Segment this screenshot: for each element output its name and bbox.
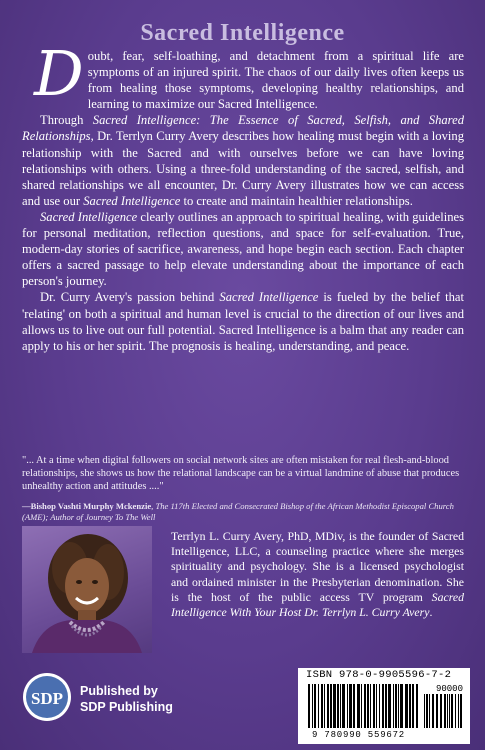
paragraph-3 [22,209,464,289]
paragraph-1-text: oubt, fear, self-loathing, and detachment from a spiritual life are symptoms of an injured spirit. The chaos of our daily lives often keeps us from healing those symptoms, developing healthy relationships, and learning to maximize our Sacred Intelligence. [87,49,464,112]
publisher-name: SDP Publishing [80,700,173,714]
sdp-logo-icon [22,672,72,722]
p2-text-b: , Dr. Terrlyn Curry Avery describes how healing must begin with a loving relationship with the Sacred and with ourselves before we can have loving relationships with others. Using a three-fold understanding of the sacred, selfish, and shared relationships we all encounter, Dr. Curry Avery illustrates how we can access and use our [22,129,464,208]
p2-text-c: to create and maintain healthier relationships. [180,193,413,208]
p4-text-b: is fueled by the belief that 'relating' on both a spiritual and human level is crucial to the direction of our lives and allows us to live out our full potential. Sacred Intelligence is a balm that any reader can apply to his or her spirit. The prognosis is healing, understanding, and peace. [22,290,464,353]
price-code: 90000 [435,684,463,694]
p2-book-title: Sacred Intelligence: The Essence of Sacred, Selfish, and Shared Relationships [22,113,464,144]
isbn-number: ISBN 978-0-9905596-7-2 [306,669,452,681]
publisher-credit [80,683,173,715]
drop-cap: D [34,37,84,110]
p3-text: clearly outlines an approach to spiritual healing, with guidelines for personal meditation, reflection questions, and space for self-evaluation. True, modern-day stories of sacrifice, awareness, and hope begin each section. Each chapter offers a sacred passage to help elevate understanding about the importance of each person's journey. [22,209,464,289]
author-portrait-illustration [22,526,152,653]
paragraph-4 [22,289,464,353]
paragraph-1 [22,37,464,112]
publisher-logo [22,672,72,722]
bio-end: . [429,605,433,620]
endorsement-quote: "... At a time when digital followers on social network sites are often mistaken for real flesh-and-blood relationships, she shows us how the relational landscape can be a virtual landmine of abuse that produces unhealthy action and attitudes ...." [22,455,460,492]
paragraph-2 [22,112,464,209]
p2-text-a: Through [40,113,93,128]
author-photo [22,526,152,653]
description [22,37,464,354]
book-title: Sacred Intelligence [140,20,345,46]
p2-book-title-2: Sacred Intelligence [83,193,181,208]
p4-book-title: Sacred Intelligence [219,290,319,305]
barcode-digits: 9 780990 559672 [312,730,406,740]
endorser-credentials: , The 117th Elected and Consecrated Bishop of the African Methodist Episcopal Church (AME); Author of Journey To The Well [22,501,454,522]
p4-text-a: Dr. Curry Avery's passion behind [40,290,220,305]
endorser-name: —Bishop Vashti Murphy Mckenzie [22,501,152,511]
endorsement-attribution [22,501,464,523]
bio-text: Terrlyn L. Curry Avery, PhD, MDiv, is the founder of Sacred Intelligence, LLC, a counseling practice where she merges spirituality and psychology. She is a licensed psychologist and ordained minister in the Presbyterian denomination. She is the host of the public access TV program [171,529,464,604]
p3-book-title: Sacred Intelligence [40,209,138,224]
published-by-label: Published by [80,684,158,698]
tv-program-title: Sacred Intelligence With Your Host Dr. Terrlyn L. Curry Avery [171,589,464,620]
author-bio [171,529,464,620]
logo-letters: SDP [30,689,64,708]
isbn-barcode [298,668,470,744]
